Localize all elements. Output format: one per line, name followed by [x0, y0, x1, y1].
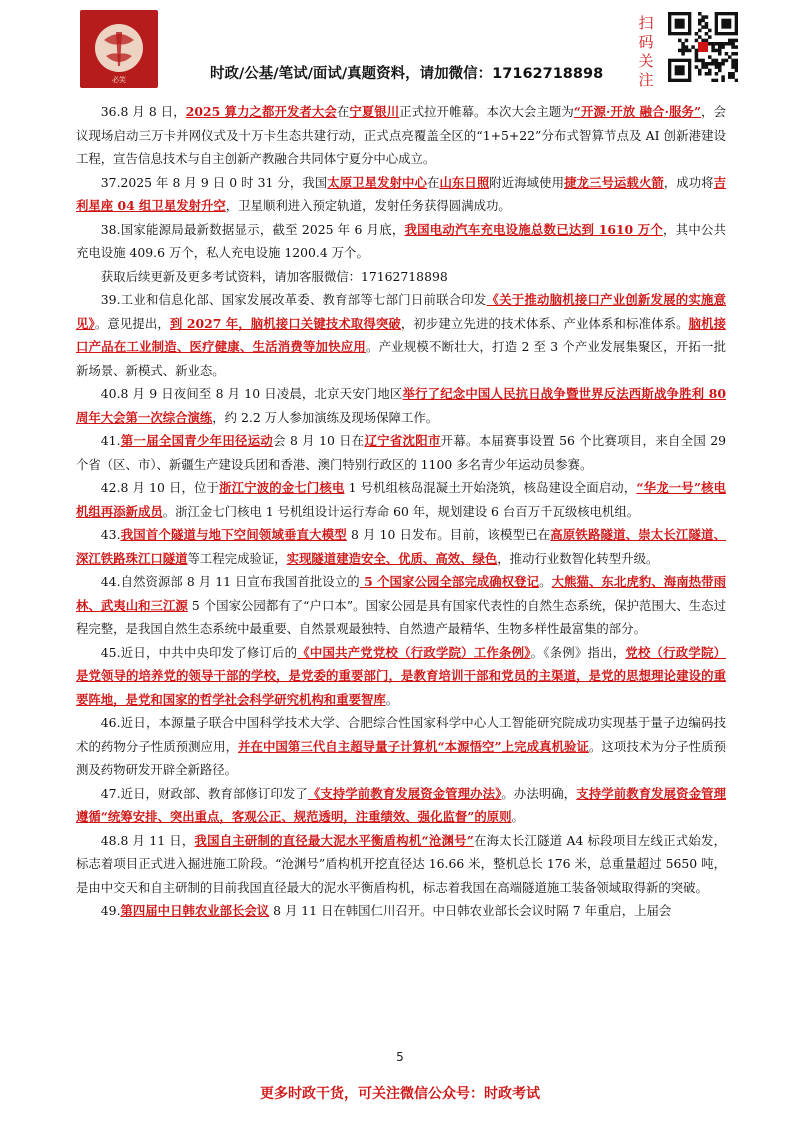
news-paragraph — [76, 899, 726, 923]
highlight-text: 2025 算力之都开发者大会 — [185, 104, 337, 119]
body-text: ，推动行业数智化转型升级。 — [497, 550, 659, 566]
brand-logo-emblem — [80, 10, 158, 88]
news-paragraph — [76, 782, 726, 829]
body-text: 42.8 月 10 日，位于 — [100, 480, 220, 495]
body-text: ，初步建立先进的技术体系、产业体系和标准体系。 — [400, 315, 689, 331]
highlight-text: 宁夏银川 — [349, 104, 400, 119]
svg-text:必笑: 必笑 — [112, 76, 126, 84]
highlight-text: “开源·开放 融合·服务” — [573, 104, 702, 119]
highlight-text: 到 2027 年，脑机接口关键技术取得突破 — [169, 315, 401, 331]
body-text: 。意见提出， — [94, 315, 170, 331]
news-paragraph — [76, 476, 726, 523]
body-text: 正式拉开帷幕。本次大会主题为 — [399, 104, 574, 119]
body-text: 49. — [100, 903, 121, 918]
page-header-title: 时政/公基/笔试/面试/真题资料，请加微信：17162718898 — [210, 66, 604, 82]
highlight-text: 大熊猫、东北虎豹、海南热带雨林、武夷山和三江源 — [76, 574, 726, 613]
body-text: 。办法明确， — [501, 785, 577, 801]
body-text: 8 月 10 日发布。目前，该模型已在 — [346, 527, 551, 542]
news-paragraph — [76, 641, 726, 712]
highlight-text: 第四届中日韩农业部长会议 — [120, 903, 270, 918]
body-text: 38.国家能源局最新数据显示，截至 2025 年 6 月底， — [100, 221, 405, 237]
body-text: 会 8 月 10 日在 — [273, 433, 365, 448]
highlight-text: “华龙一号”核电机组再添新成员 — [76, 480, 727, 519]
body-text: 37.2025 年 8 月 9 日 0 时 31 分，我国 — [100, 174, 328, 190]
highlight-text: 5 个国家公园全部完成确权登记 — [359, 574, 540, 589]
body-text: 。浙江金七门核电 1 号机组设计运行寿命 60 年，规划建设 6 台百万千瓦级核电机组。 — [162, 503, 640, 519]
body-text: 。 — [385, 691, 399, 707]
body-text: 40.8 月 9 日夜间至 8 月 10 日凌晨，北京天安门地区 — [100, 386, 403, 401]
body-text: 36.8 月 8 日， — [100, 104, 186, 119]
news-paragraph — [76, 523, 726, 570]
page-number: 5 — [396, 1050, 404, 1064]
news-paragraph — [76, 711, 726, 782]
body-text: 。 — [539, 574, 552, 589]
news-paragraph — [76, 100, 726, 171]
brand-logo — [80, 10, 158, 88]
scan-follow-label: 扫码关注 — [638, 14, 654, 89]
body-text: ，成功将 — [663, 174, 714, 190]
body-text: ，约 2.2 万人参加演练及现场保障工作。 — [212, 409, 439, 425]
news-paragraph — [76, 429, 726, 476]
body-text: 在 — [336, 104, 350, 119]
news-paragraph — [76, 218, 726, 265]
news-paragraph — [76, 382, 726, 429]
body-text: 附近海域使用 — [489, 174, 565, 190]
body-text: 。《条例》指出， — [530, 644, 626, 660]
body-text: 47.近日，财政部、教育部修订印发了 — [100, 785, 308, 801]
body-text: ，其中公共充电设施 409.6 万个，私人充电设施 1200.4 万个。 — [76, 221, 726, 260]
qr-code — [668, 12, 738, 82]
highlight-text: 辽宁省沈阳市 — [364, 433, 441, 448]
body-text: 。这项技术为分子性质预测及药物研发开辟全新路径。 — [76, 738, 726, 777]
body-text: 44.自然资源部 8 月 11 日宣布我国首批设立的 — [100, 574, 360, 589]
body-text: 8 月 11 日在韩国仁川召开。中日韩农业部长会议时隔 7 年重启，上届会 — [269, 903, 672, 918]
highlight-text: 并在中国第三代自主超导量子计算机“本源悟空”上完成真机验证 — [238, 738, 589, 754]
highlight-text: 党校（行政学院）是党领导的培养党的领导干部的学校，是党委的重要部门，是教育培训干部和党员的主渠道，是党的思想理论建设的重要阵地，是党和国家的哲学社会科学研究机构和重要智库 — [76, 644, 726, 707]
footer-promo: 更多时政干货，可关注微信公众号：时政考试 — [260, 1086, 540, 1102]
body-text: ，卫星顺利进入预定轨道，发射任务获得圆满成功。 — [225, 198, 511, 213]
body-text: 46.近日，本源量子联合中国科学技术大学、合肥综合性国家科学中心人工智能研究院成功实现基于量子边编码技术的药物分子性质预测应用， — [76, 715, 726, 754]
news-paragraph — [76, 570, 726, 641]
highlight-text: 脑机接口产品在工业制造、医疗健康、生活消费等加快应用 — [76, 315, 727, 354]
highlight-text: 我国电动汽车充电设施总数已达到 1610 万个 — [404, 221, 664, 237]
highlight-text: 支持学前教育发展资金管理遵循“统筹安排、突出重点，客观公正、规范透明，注重绩效、强化监督”的原则 — [76, 785, 726, 824]
body-text: 在海太长江隧道 A4 标段项目左线正式始发，标志着项目正式进入掘进施工阶段。“沧渊号”盾构机开挖直径达 16.66 米，整机总长 176 米，总重量超过 5650 吨，是由中交天和自主研制的目前我国直径最大的泥水平衡盾构机，标志着我国在高端隧道施工装备领域取得新的突破。 — [76, 832, 727, 895]
body-text: 获取后续更新及更多考试资料，请加客服微信：17162718898 — [100, 268, 448, 284]
body-text: 41. — [100, 433, 121, 448]
highlight-text: 《支持学前教育发展资金管理办法》 — [307, 785, 502, 801]
highlight-text: 浙江宁波的金七门核电 — [219, 480, 345, 495]
body-text: 开幕。本届赛事设置 56 个比赛项目，来自全国 29 个省（区、市）、新疆生产建设兵团和香港、澳门特别行政区的 1100 多名青少年运动员参赛。 — [76, 433, 727, 472]
highlight-text: 我国自主研制的直径最大泥水平衡盾构机“沧渊号” — [194, 832, 474, 848]
news-paragraph — [76, 829, 726, 900]
body-text: 45.近日，中共中央印发了修订后的 — [100, 644, 298, 660]
news-paragraph — [76, 171, 726, 218]
body-text: 48.8 月 11 日， — [100, 832, 195, 848]
body-text: 1 号机组核岛混凝土开始浇筑，核岛建设全面启动， — [344, 480, 637, 495]
highlight-text: 《中国共产党党校（行政学院）工作条例》 — [297, 644, 531, 660]
body-text: ，会议现场启动三万卡并网仪式及十万卡生态共建行动，正式点亮覆盖全区的“1+5+22”分布式智算节点及 AI 创新港建设工程，宣告信息技术与自主创新产教融合共同体宁夏分中心成立。 — [76, 104, 727, 166]
body-text: 在 — [426, 174, 440, 190]
highlight-text: 实现隧道建造安全、优质、高效、绿色 — [286, 550, 498, 566]
highlight-text: 《关于推动脑机接口产业创新发展的实施意见》 — [76, 292, 726, 331]
highlight-text: 吉利星座 04 组卫星发射升空 — [76, 174, 727, 213]
body-text: 43. — [100, 527, 121, 542]
highlight-text: 举行了纪念中国人民抗日战争暨世界反法西斯战争胜利 80 周年大会第一次综合演练 — [76, 386, 726, 425]
body-text: 5 个国家公园都有了“户口本”。国家公园是具有国家代表性的自然生态系统，保护范围大、生态过程完整，是我国自然生态系统中最重要、自然景观最独特、自然遗产最精华、生物多样性最富集的部分。 — [76, 597, 727, 636]
body-text: 。产业规模不断壮大，打造 2 至 3 个产业发展集聚区，开拓一批新场景、新模式、新业态。 — [76, 339, 726, 378]
highlight-text: 捷龙三号运载火箭 — [564, 174, 664, 190]
news-paragraph — [76, 288, 726, 382]
body-text: 39.工业和信息化部、国家发展改革委、教育部等七部门日前联合印发 — [100, 292, 487, 307]
highlight-text: 高原铁路隧道、崇太长江隧道、深江铁路珠江口隧道 — [76, 527, 727, 566]
body-text: 等工程完成验证， — [187, 550, 287, 566]
highlight-text: 太原卫星发射中心 — [327, 174, 427, 190]
highlight-text: 我国首个隧道与地下空间领域垂直大模型 — [120, 527, 347, 542]
highlight-text: 山东日照 — [439, 174, 490, 190]
news-paragraph — [76, 265, 726, 289]
news-content — [76, 100, 726, 923]
body-text: 。 — [511, 809, 524, 824]
highlight-text: 第一届全国青少年田径运动 — [120, 433, 274, 448]
